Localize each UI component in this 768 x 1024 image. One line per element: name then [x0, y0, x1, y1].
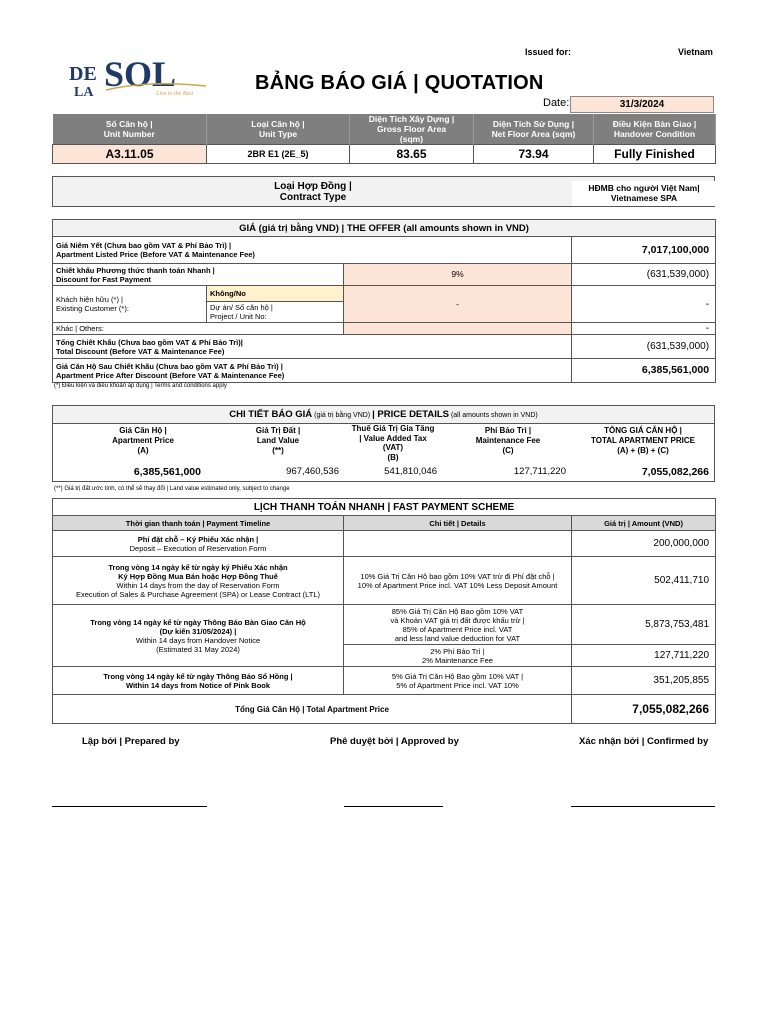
approved-by-signature-line — [344, 806, 443, 807]
price-col-vat: Thuế Giá Trị Gia Tăng | Value Added Tax (VAT) (B) — [351, 424, 435, 462]
existing-customer-value: - — [572, 286, 716, 323]
land-value-note: (**) Giá trị đất ước tính, có thể sẽ thay đổi | Land value estimated only, subject to change — [54, 486, 290, 492]
contract-type-label: Loại Hợp Đồng | Contract Type — [274, 181, 352, 203]
contract-type-value: HĐMB cho người Việt Nam| Vietnamese SPA — [572, 181, 716, 206]
schedule-row-handover-time: Trong vòng 14 ngày kể từ ngày Thông Báo Bàn Giao Căn Hộ (Dự kiến 31/05/2024) | Within 14 days from Handover Notice (Estimated 31 May 2024) — [53, 605, 344, 667]
total-apartment-price-amount: 7,055,082,266 — [572, 695, 716, 724]
schedule-row-pinkbook-time: Trong vòng 14 ngày kể từ ngày Thông Báo Sổ Hồng | Within 14 days from Notice of Pink Book — [53, 667, 344, 695]
offer-title: GIÁ (giá trị bằng VND) | THE OFFER (all amounts shown in VND) — [53, 220, 716, 237]
total-discount-value: (631,539,000) — [572, 335, 716, 359]
prepared-by-signature-line — [52, 806, 207, 807]
schedule-header: Thời gian thanh toán | Payment Timeline — [53, 516, 344, 531]
existing-customer-label: Khách hiện hữu (*) | Existing Customer (*): — [53, 286, 207, 323]
page-title: BẢNG BÁO GIÁ | QUOTATION — [255, 72, 544, 94]
payment-schedule-table — [52, 498, 716, 724]
price-after-discount-label: Giá Căn Hộ Sau Chiết Khấu (Chưa bao gồm VAT & Phí Bảo Trì) | Apartment Price After Discount (Before VAT & Maintenance Fee) — [53, 359, 572, 383]
schedule-row-deposit-time: Phí đặt chỗ – Ký Phiếu Xác nhận | Deposit – Execution of Reservation Form — [53, 531, 344, 557]
schedule-row-spa-time: Trong vòng 14 ngày kể từ ngày ký Phiếu Xác nhận Ký Hợp Đồng Mua Bán hoặc Hợp Đồng Thuê Within 14 days from the day of Reservation Form Execution of Sales & Purchase Agreement (SPA) or Lease Contract (LTL) — [53, 557, 344, 605]
contract-type-box — [52, 176, 715, 207]
apartment-price-value: 6,385,561,000 — [133, 466, 201, 478]
price-details-title: CHI TIẾT BÁO GIÁ (giá trị bằng VND) | PRICE DETAILS (all amounts shown in VND) — [53, 406, 714, 424]
schedule-row-maintenance-detail: 2% Phí Bảo Trì | 2% Maintenance Fee — [344, 645, 572, 667]
handover-condition: Fully Finished — [594, 145, 716, 164]
others-value: - — [572, 323, 716, 335]
unit-type: 2BR E1 (2E_5) — [207, 145, 350, 164]
schedule-row-maintenance-amount: 127,711,220 — [572, 645, 716, 667]
unit-header: Diện Tích Sử Dụng | Net Floor Area (sqm) — [474, 114, 594, 145]
project-unit-label: Dự án/ Số căn hộ | Project / Unit No: — [207, 302, 344, 323]
schedule-row-spa-amount: 502,411,710 — [572, 557, 716, 605]
total-discount-label: Tổng Chiết Khấu (Chưa bao gồm VAT & Phí Bảo Trì)| Total Discount (Before VAT & Maintenance Fee) — [53, 335, 572, 359]
unit-header: Loại Căn hộ | Unit Type — [207, 114, 350, 145]
schedule-row-pinkbook-detail: 5% Giá Trị Căn Hộ Bao gồm 10% VAT | 5% of Apartment Price incl. VAT 10% — [344, 667, 572, 695]
vat-value: 541,810,046 — [384, 466, 437, 477]
unit-header: Diện Tích Xây Dựng | Gross Floor Area (sqm) — [350, 114, 474, 145]
svg-text:LA: LA — [74, 85, 94, 98]
schedule-header: Chi tiết | Details — [344, 516, 572, 531]
listed-price-value: 7,017,100,000 — [572, 237, 716, 264]
issued-for-label: Issued for: — [525, 47, 572, 57]
terms-note: (*) Điều kiện và điều khoản áp dụng | Terms and conditions apply — [54, 383, 227, 389]
schedule-header: Giá trị | Amount (VND) — [572, 516, 716, 531]
approved-by-label: Phê duyệt bởi | Approved by — [330, 736, 459, 747]
confirmed-by-label: Xác nhận bởi | Confirmed by — [579, 736, 709, 747]
svg-text:DE: DE — [69, 63, 97, 85]
price-after-discount-value: 6,385,561,000 — [572, 359, 716, 383]
price-col-land: Giá Trị Đất | Land Value (**) — [255, 426, 301, 455]
schedule-row-deposit-detail — [344, 531, 572, 557]
gross-floor-area: 83.65 — [350, 145, 474, 164]
schedule-row-handover-amount: 5,873,753,481 — [572, 605, 716, 645]
schedule-row-deposit-amount: 200,000,000 — [572, 531, 716, 557]
fast-discount-label: Chiết khấu Phương thức thanh toán Nhanh | Discount for Fast Payment — [53, 264, 344, 286]
price-details-box — [52, 405, 715, 482]
unit-table — [52, 114, 716, 164]
date-label: Date: — [543, 97, 570, 109]
svg-text:Live to the Best: Live to the Best — [156, 91, 194, 97]
unit-header: Số Căn hộ | Unit Number — [53, 114, 207, 145]
schedule-row-pinkbook-amount: 351,205,855 — [572, 667, 716, 695]
date-value: 31/3/2024 — [570, 96, 714, 113]
fast-discount-percent: 9% — [344, 264, 572, 286]
maintenance-fee-value: 127,711,220 — [513, 466, 566, 477]
listed-price-label: Giá Niêm Yết (Chưa bao gồm VAT & Phí Bảo Trì) | Apartment Listed Price (Before VAT & Maintenance Fee) — [53, 237, 572, 264]
existing-customer-percent: - — [344, 286, 572, 323]
price-col-apartment: Giá Căn Hộ | Apartment Price (A) — [112, 426, 174, 455]
schedule-row-spa-detail: 10% Giá Trị Căn Hộ bao gồm 10% VAT trừ đi Phí đặt chỗ | 10% of Apartment Price incl. VAT 10% Less Deposit Amount — [344, 557, 572, 605]
payment-schedule-title: LỊCH THANH TOÁN NHANH | FAST PAYMENT SCHEME — [53, 499, 716, 516]
others-percent — [344, 323, 572, 335]
existing-customer-option: Không/No — [207, 286, 344, 302]
de-la-sol-logo — [68, 50, 218, 98]
unit-header: Điều Kiện Bàn Giao | Handover Condition — [594, 114, 716, 145]
unit-number: A3.11.05 — [53, 145, 207, 164]
total-apartment-price-label: Tổng Giá Căn Hộ | Total Apartment Price — [53, 695, 572, 724]
others-label: Khác | Others: — [53, 323, 344, 335]
price-col-maintenance: Phí Bảo Trì | Maintenance Fee (C) — [475, 426, 541, 455]
net-floor-area: 73.94 — [474, 145, 594, 164]
fast-discount-value: (631,539,000) — [572, 264, 716, 286]
prepared-by-label: Lập bởi | Prepared by — [82, 736, 180, 747]
land-value: 967,460,536 — [286, 466, 339, 477]
confirmed-by-signature-line — [571, 806, 715, 807]
schedule-row-handover-detail: 85% Giá Trị Căn Hộ Bao gồm 10% VAT và Khoản VAT giá trị đất được khấu trừ | 85% of Apartment Price incl. VAT and less land value deduction for VAT — [344, 605, 572, 645]
total-apartment-price-value: 7,055,082,266 — [641, 466, 709, 478]
price-col-total: TỔNG GIÁ CĂN HỘ | TOTAL APARTMENT PRICE (A) + (B) + (C) — [591, 426, 695, 455]
svg-text:SOL: SOL — [104, 54, 177, 94]
offer-table — [52, 219, 716, 383]
issued-for-value: Vietnam — [678, 47, 713, 57]
